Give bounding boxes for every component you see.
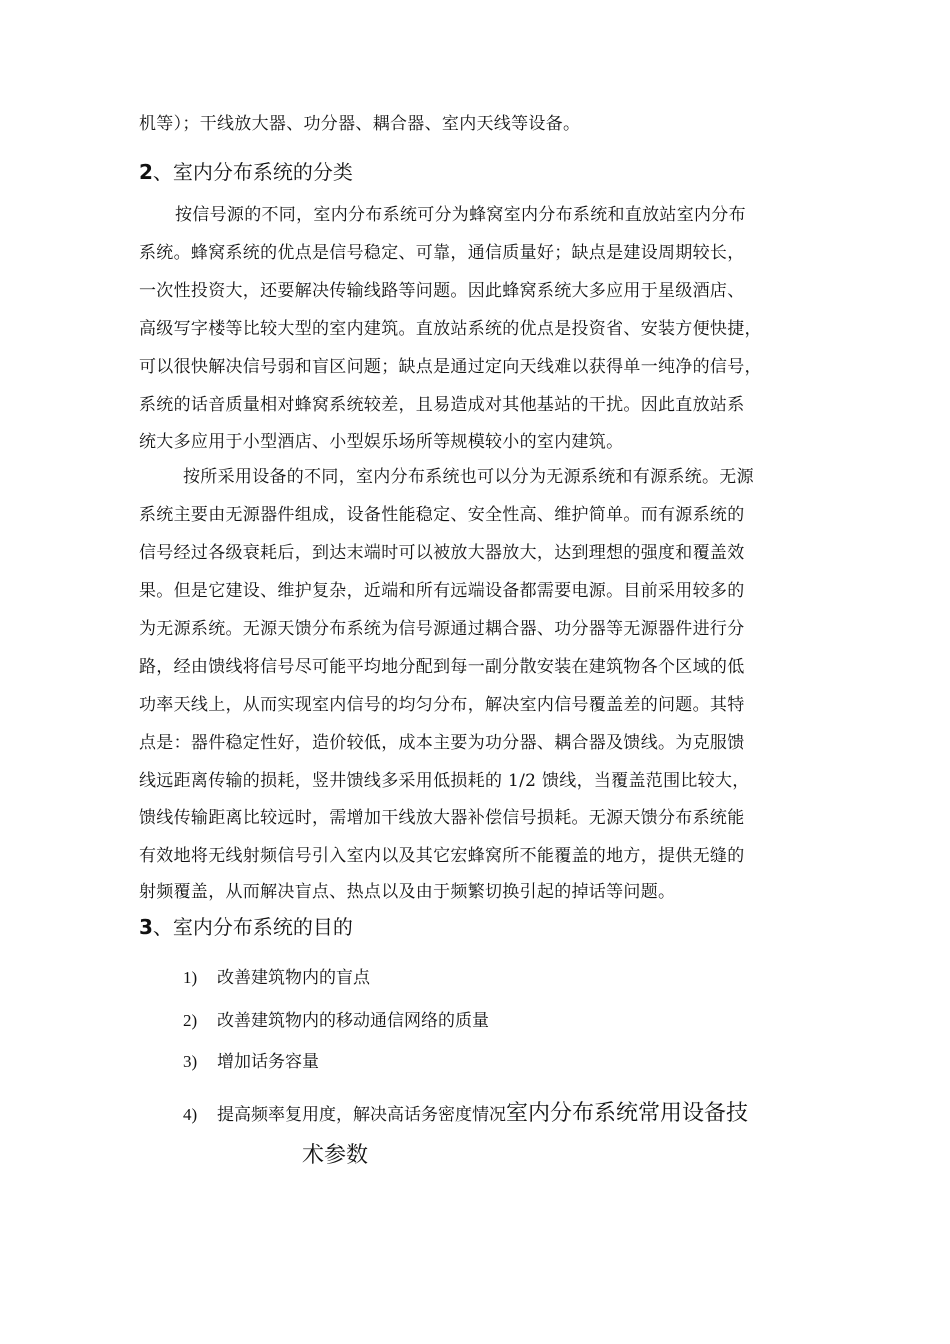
list-item [183,1101,749,1126]
section-2-title: 、室内分布系统的分类 [152,160,353,184]
para2-line-4: 为无源系统。无源天馈分布系统为信号源通过耦合器、功分器等无源器件进行分 [139,619,745,639]
item4-heading-part2: 术参数 [302,1143,369,1168]
para2-line-6: 功率天线上，从而实现室内信号的均匀分布，解决室内信号覆盖差的问题。其特 [139,695,745,715]
para2-line-1: 系统主要由无源器件组成，设备性能稳定、安全性高、维护简单。而有源系统的 [139,505,745,525]
para2-line-9: 馈线传输距离比较远时，需增加干线放大器补偿信号损耗。无源天馈分布系统能 [139,808,745,828]
list-marker: 1) [183,968,198,987]
list-text: 提高频率复用度，解决高话务密度情况 [217,1105,506,1125]
para2-line-0: 按所采用设备的不同，室内分布系统也可以分为无源系统和有源系统。无源 [183,467,754,487]
list-marker: 4) [183,1105,198,1124]
para2-line-10: 有效地将无线射频信号引入室内以及其它宏蜂窝所不能覆盖的地方，提供无缝的 [139,846,745,866]
para1-line-0: 按信号源的不同，室内分布系统可分为蜂窝室内分布系统和直放站室内分布 [175,205,746,225]
para2-line-2: 信号经过各级衰耗后，到达末端时可以被放大器放大，达到理想的强度和覆盖效 [139,543,745,563]
para1-line-5: 系统的话音质量相对蜂窝系统较差，且易造成对其他基站的干扰。因此直放站系 [139,395,745,415]
body-line-top-0: 机等）；干线放大器、功分器、耦合器、室内天线等设备。 [139,114,581,134]
list-text: 改善建筑物内的盲点 [217,968,370,988]
para2-line-8: 线远距离传输的损耗，竖井馈线多采用低损耗的 1/2 馈线，当覆盖范围比较大， [139,771,750,791]
section-3-heading [139,915,353,939]
para1-line-1: 系统。蜂窝系统的优点是信号稳定、可靠，通信质量好；缺点是建设周期较长， [139,243,745,263]
para1-line-3: 高级写字楼等比较大型的室内建筑。直放站系统的优点是投资省、安装方便快捷， [139,319,762,339]
para1-line-4: 可以很快解决信号弱和盲区问题；缺点是通过定向天线难以获得单一纯净的信号， [139,357,762,377]
para2-line-5: 路，经由馈线将信号尽可能平均地分配到每一副分散安装在建筑物各个区域的低 [139,657,745,677]
para1-line-2: 一次性投资大，还要解决传输线路等问题。因此蜂窝系统大多应用于星级酒店、 [139,281,745,301]
section-3-number: 3 [139,915,153,939]
para1-line-6: 统大多应用于小型酒店、小型娱乐场所等规模较小的室内建筑。 [139,432,624,452]
item4-heading-part1: 室内分布系统常用设备技 [506,1101,749,1126]
para2-line-3: 果。但是它建设、维护复杂，近端和所有远端设备都需要电源。目前采用较多的 [139,581,745,601]
list-item [183,1052,319,1072]
list-marker: 2) [183,1011,198,1030]
section-2-number: 2 [139,160,153,184]
para2-line-11: 射频覆盖，从而解决盲点、热点以及由于频繁切换引起的掉话等问题。 [139,882,676,902]
list-marker: 3) [183,1052,198,1071]
list-text: 增加话务容量 [217,1052,319,1072]
section-2-heading [139,160,353,184]
list-item [183,1011,489,1031]
para2-line-7: 点是：器件稳定性好，造价较低，成本主要为功分器、耦合器及馈线。为克服馈 [139,733,745,753]
section-3-title: 、室内分布系统的目的 [152,915,353,939]
list-item [183,968,370,988]
list-text: 改善建筑物内的移动通信网络的质量 [217,1011,489,1031]
